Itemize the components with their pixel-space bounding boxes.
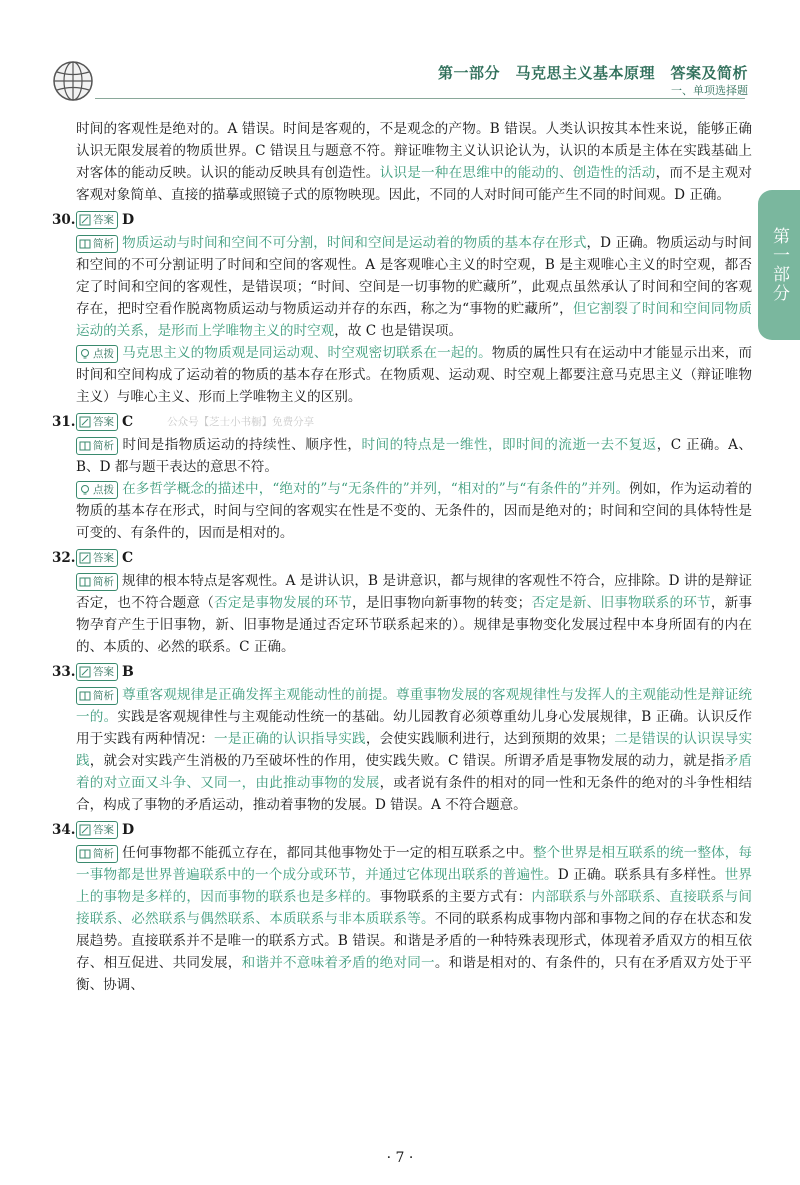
question-31-tip: 点拨 在多哲学概念的描述中，“绝对的”与“无条件的”并列，“相对的”与“有条件的”并列。例如，作为运动着的物质的基本存在形式，时间与空间的客观实在性是不变的、无条件的，因而是绝对的；时间和空间的具体特性是可变的、有条件的，因而是相对的。	[76, 481, 753, 541]
lightbulb-icon	[79, 484, 91, 496]
answer-tag: 答案	[76, 549, 118, 567]
question-number: 31.	[52, 414, 76, 430]
watermark: 公众号【芝士小书橱】免费分享	[167, 416, 315, 428]
tip-tag: 点拨	[76, 345, 118, 363]
book-icon	[79, 848, 91, 860]
analysis-tag: 简析	[76, 235, 118, 253]
header-title: 第一部分 马克思主义基本原理 答案及简析	[437, 64, 748, 82]
question-number: 34.	[52, 822, 76, 838]
question-number: 33.	[52, 664, 76, 680]
analysis-tag: 简析	[76, 437, 118, 455]
question-33-answer-line	[52, 660, 752, 684]
question-32-analysis: 简析 规律的根本特点是客观性。A 是讲认识，B 是讲意识，都与规律的客观性不符合，应排除。D 讲的是辩证否定，也不符合题意（否定是事物发展的环节，是旧事物向新事物的转变；否定是新、旧事物联系的环节，新事物孕育产生于旧事物，新、旧事物是通过否定环节联系起来的）。规律是事物变化发展过程中本身所固有的内在的、本质的、必然的联系。C 正确。	[76, 573, 753, 655]
header-subtitle: 一、单项选择题	[671, 84, 748, 97]
side-tab-text: 第一部分	[769, 227, 789, 303]
page-header	[0, 0, 800, 110]
answer-content	[52, 118, 753, 996]
analysis-tag: 简析	[76, 573, 118, 591]
question-31-answer-line	[52, 410, 752, 434]
question-31-analysis: 简析 时间是指物质运动的持续性、顺序性，时间的特点是一维性，即时间的流逝一去不复返，C 正确。A、B、D 都与题干表达的意思不符。	[76, 437, 753, 475]
pencil-icon	[79, 824, 91, 836]
answer-letter: C	[122, 414, 134, 430]
question-32-answer-line	[52, 546, 752, 570]
book-icon	[79, 576, 91, 588]
answer-letter: D	[122, 212, 135, 228]
book-icon	[79, 440, 91, 452]
answer-tag: 答案	[76, 211, 118, 229]
pencil-icon	[79, 214, 91, 226]
page-number: · 7 ·	[386, 1150, 414, 1166]
answer-letter: B	[122, 664, 134, 680]
section-side-tab	[758, 190, 800, 340]
header-rule	[95, 98, 745, 99]
question-34-answer-line	[52, 818, 752, 842]
intro-paragraph: 时间的客观性是绝对的。A 错误。时间是客观的，不是观念的产物。B 错误。人类认识按其本性来说，能够正确认识无限发展着的物质世界。C 错误且与题意不符。辩证唯物主义认识论认为，认识的本质是主体在实践基础上对客体的能动反映。认识的能动反映具有创造性。认识是一种在思维中的能动的、创造性的活动，而不是主观对客观对象简单、直接的描摹或照镜子式的原物映现。因此，不同的人对时间可能产生不同的时间观。D 正确。	[76, 121, 753, 203]
book-icon	[79, 690, 91, 702]
pencil-icon	[79, 552, 91, 564]
pencil-icon	[79, 666, 91, 678]
analysis-tag: 简析	[76, 687, 118, 705]
question-33-analysis: 简析 尊重客观规律是正确发挥主观能动性的前提。尊重事物发展的客观规律性与发挥人的主观能动性是辩证统一的。实践是客观规律性与主观能动性统一的基础。幼儿园教育必须尊重幼儿身心发展规律，B 正确。认识反作用于实践有两种情况：一是正确的认识指导实践，会使实践顺利进行，达到预期的效果；二是错误的认识误导实践，就会对实践产生消极的乃至破坏性的作用，使实践失败。C 错误。所谓矛盾是事物发展的动力，就是指矛盾着的对立面又斗争、又同一，由此推动事物的发展，或者说有条件的相对的同一性和无条件的绝对的斗争性相结合，构成了事物的矛盾运动，推动着事物的发展。D 错误。A 不符合题意。	[76, 687, 753, 813]
question-30-answer-line	[52, 208, 752, 232]
answer-tag: 答案	[76, 663, 118, 681]
answer-tag: 答案	[76, 821, 118, 839]
pencil-icon	[79, 416, 91, 428]
answer-tag: 答案	[76, 413, 118, 431]
answer-letter: D	[122, 822, 135, 838]
question-number: 32.	[52, 550, 76, 566]
globe-icon	[52, 60, 94, 102]
question-number: 30.	[52, 212, 76, 228]
question-30-tip: 点拨 马克思主义的物质观是同运动观、时空观密切联系在一起的。物质的属性只有在运动中才能显示出来，而时间和空间构成了运动着的物质的基本存在形式。在物质观、运动观、时空观上都要注意马克思主义（辩证唯物主义）与唯心主义、形而上学唯物主义的区别。	[76, 345, 753, 405]
answer-letter: C	[122, 550, 134, 566]
question-30-analysis: 简析 物质运动与时间和空间不可分割，时间和空间是运动着的物质的基本存在形式，D 正确。物质运动与时间和空间的不可分割证明了时间和空间的客观性。A 是客观唯心主义的时空观，B 是主观唯心主义的时空观，都否定了时间和空间的客观性，是错误项；“时间、空间是一切事物的贮藏所”，此观点虽然承认了时间和空间的客观存在，把时空看作脱离物质运动与物质运动并存的东西，称之为“事物的贮藏所”，但它割裂了时间和空间同物质运动的关系，是形而上学唯物主义的时空观，故 C 也是错误项。	[76, 235, 752, 339]
lightbulb-icon	[79, 348, 91, 360]
tip-tag: 点拨	[76, 481, 118, 499]
analysis-tag: 简析	[76, 845, 118, 863]
question-34-analysis: 简析 任何事物都不能孤立存在，都同其他事物处于一定的相互联系之中。整个世界是相互联系的统一整体，每一事物都是世界普遍联系中的一个成分或环节，并通过它体现出联系的普遍性。D 正确。联系具有多样性。世界上的事物是多样的，因而事物的联系也是多样的。事物联系的主要方式有：内部联系与外部联系、直接联系与间接联系、必然联系与偶然联系、本质联系与非本质联系等。不同的联系构成事物内部和事物之间的存在状态和发展趋势。直接联系并不是唯一的联系方式。B 错误。和谐是矛盾的一种特殊表现形式，体现着矛盾双方的相互依存、相互促进、共同发展，和谐并不意味着矛盾的绝对同一。和谐是相对的、有条件的，只有在矛盾双方处于平衡、协调、	[76, 845, 753, 993]
book-icon	[79, 238, 91, 250]
